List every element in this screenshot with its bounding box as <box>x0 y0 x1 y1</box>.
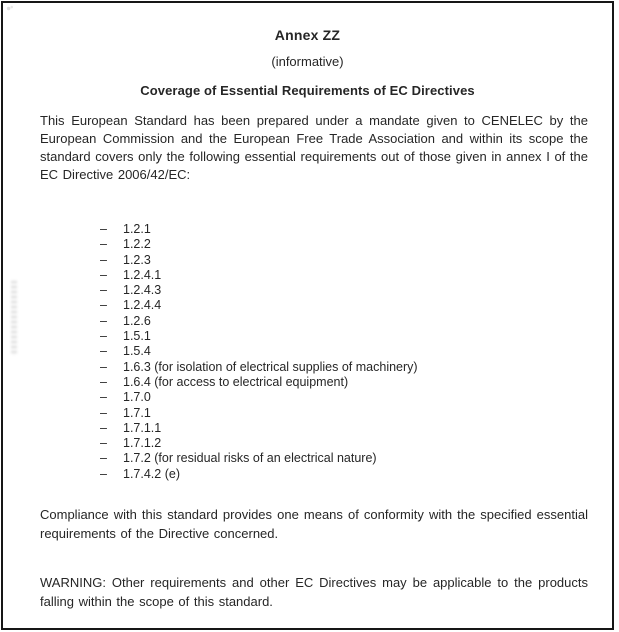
requirements-list <box>100 222 612 482</box>
dash-marker: – <box>100 436 107 451</box>
compliance-paragraph: Compliance with this standard provides one means of conformity with the specified essential requirements of the Directive concerned. <box>40 507 588 542</box>
requirement-item <box>100 222 612 237</box>
requirement-item <box>100 237 612 252</box>
requirement-number: 1.7.1.2 <box>123 436 162 451</box>
dash-marker: – <box>100 237 107 252</box>
document-page <box>1 1 614 630</box>
requirement-number: 1.7.4.2 (e) <box>123 466 180 481</box>
dash-marker: – <box>100 344 107 359</box>
intro-paragraph: This European Standard has been prepared under a mandate given to CENELEC by the European Commission and the European Free Trade Association and within its scope the standard covers only the following essential requirements out of those given in annex I of the EC Directive 2006/42/EC: <box>40 113 588 182</box>
requirement-item <box>100 268 612 283</box>
requirement-number: 1.2.2 <box>123 237 151 252</box>
scan-artifact-left-edge <box>11 281 17 355</box>
requirement-item <box>100 283 612 298</box>
dash-marker: – <box>100 374 107 389</box>
requirement-item <box>100 421 612 436</box>
requirement-item <box>100 406 612 421</box>
requirement-number: 1.7.1 <box>123 405 151 420</box>
requirement-number: 1.2.4.3 <box>123 283 162 298</box>
requirement-item <box>100 451 612 466</box>
requirement-number: 1.6.3 (for isolation of electrical supplies of machinery) <box>123 359 418 374</box>
requirement-item <box>100 314 612 329</box>
requirement-item <box>100 375 612 390</box>
requirement-number: 1.2.4.1 <box>123 267 162 282</box>
requirement-item <box>100 329 612 344</box>
requirement-number: 1.2.6 <box>123 313 151 328</box>
requirement-number: 1.5.1 <box>123 329 151 344</box>
requirement-number: 1.7.2 (for residual risks of an electrical nature) <box>123 451 377 466</box>
requirement-item <box>100 467 612 482</box>
dash-marker: – <box>100 451 107 466</box>
annex-title: Annex ZZ <box>274 27 341 43</box>
annex-subtitle: (informative) <box>271 54 344 69</box>
requirement-item <box>100 390 612 405</box>
requirement-number: 1.7.0 <box>123 390 151 405</box>
section-heading: Coverage of Essential Requirements of EC Directives <box>140 83 475 98</box>
dash-marker: – <box>100 222 107 236</box>
dash-marker: – <box>100 252 107 267</box>
requirement-number: 1.2.4.4 <box>123 298 162 313</box>
requirement-item <box>100 298 612 313</box>
requirement-number: 1.7.1.1 <box>123 420 162 435</box>
requirement-number: 1.5.4 <box>123 344 151 359</box>
dash-marker: – <box>100 405 107 420</box>
dash-marker: – <box>100 267 107 282</box>
requirement-item <box>100 253 612 268</box>
warning-paragraph: WARNING: Other requirements and other EC Directives may be applicable to the products falling within the scope of this standard. <box>40 575 588 610</box>
dash-marker: – <box>100 329 107 344</box>
dash-marker: – <box>100 420 107 435</box>
dash-marker: – <box>100 298 107 313</box>
dash-marker: – <box>100 466 107 481</box>
requirement-item <box>100 360 612 375</box>
requirement-number: 1.2.3 <box>123 252 151 267</box>
requirement-number: 1.6.4 (for access to electrical equipment) <box>123 374 349 389</box>
dash-marker: – <box>100 283 107 298</box>
dash-marker: – <box>100 390 107 405</box>
dash-marker: – <box>100 313 107 328</box>
requirement-item <box>100 344 612 359</box>
requirement-number: 1.2.1 <box>123 222 151 236</box>
dash-marker: – <box>100 359 107 374</box>
scan-artifact-top-left <box>5 5 14 12</box>
requirement-item <box>100 436 612 451</box>
